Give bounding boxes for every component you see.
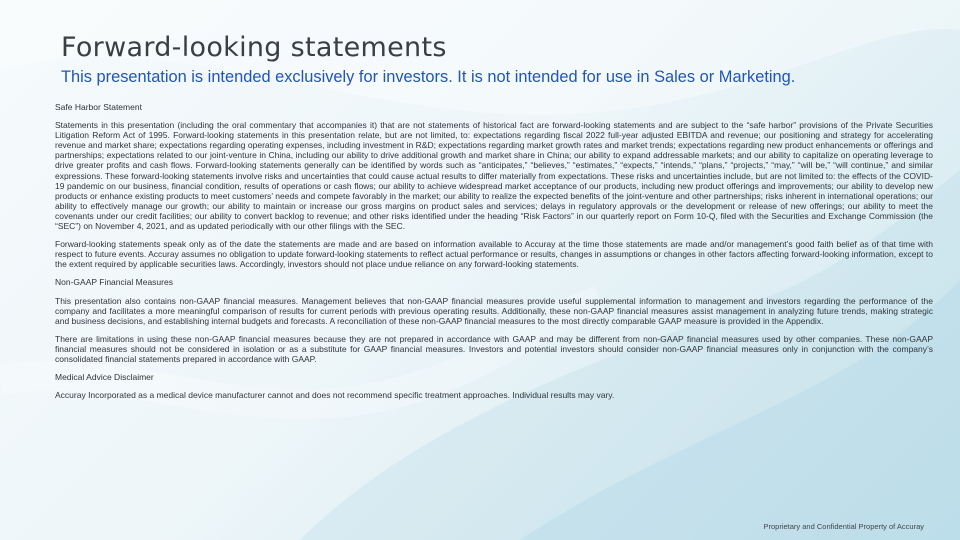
footer-confidential-note: Proprietary and Confidential Property of Accuray [763, 522, 924, 531]
disclaimer-body [55, 102, 933, 408]
paragraph-medical-1: Accuray Incorporated as a medical device manufacturer cannot and does not recommend specific treatment approaches. Individual results may vary. [55, 390, 615, 401]
page-subtitle: This presentation is intended exclusively for investors. It is not intended for use in Sales or Marketing. [61, 68, 796, 86]
page-title: Forward-looking statements [61, 32, 447, 63]
paragraph-non-gaap-2: There are limitations in using these non-GAAP financial measures because they are not prepared in accordance with GAAP and may be different from non-GAAP financial measures used by other companies. These non-GAAP financial measures should not be considered in isolation or as a substitute for GAAP financial measures. Investors and potential investors should consider non-GAAP financial measures only in conjunction with the company’s consolidated financial statements prepared in accordance with GAAP. [55, 333, 933, 364]
section-heading-medical: Medical Advice Disclaimer [55, 372, 154, 383]
paragraph-non-gaap-1: This presentation also contains non-GAAP financial measures. Management believes that non-GAAP financial measures provide useful supplemental information to management and investors regarding the performance of the company and facilitates a more meaningful comparison of results for current periods with previous operating results. Additionally, these non-GAAP financial measures assist management in analyzing future trends, making strategic and business decisions, and establishing internal budgets and forecasts. A reconciliation of these non-GAAP financial measures to the most directly comparable GAAP measure is provided in the Appendix. [55, 295, 933, 326]
section-heading-non-gaap: Non-GAAP Financial Measures [55, 277, 173, 288]
paragraph-safe-harbor-2: Forward-looking statements speak only as of the date the statements are made and are based on information available to Accuray at the time those statements are made and/or management’s good faith belief as of that time with respect to future events. Accuray assumes no obligation to update forward-looking statements to reflect actual performance or results, changes in assumptions or changes in other factors affecting forward-looking information, except to the extent required by applicable securities laws. Accordingly, investors should not place undue reliance on any forward-looking statements. [55, 239, 933, 270]
paragraph-safe-harbor-1: Statements in this presentation (including the oral commentary that accompanies it) that are not statements of historical fact are forward-looking statements and are subject to the “safe harbor” provisions of the Private Securities Litigation Reform Act of 1995. Forward-looking statements in this presentation relate, but are not limited, to: expectations regarding fiscal 2022 full-year adjusted EBITDA and revenue; our positioning and strategy for accelerating revenue and market share; expectations regarding operating expenses, including investment in R&D; expectations regarding market growth rates and market trends; expectations regarding new product enhancements or offerings and partnerships; expectations related to our joint-venture in China, including our ability to drive additional growth and market share in China; our ability to expand addressable markets; and our ability to capitalize on operating leverage to drive greater profits and cash flows. Forward-looking statements generally can be identified by words such as “anticipates,” “believes,” “estimates,” “expects,” “intends,” “plans,” “projects,” “may,” “will be,” “will continue,” and similar expressions. These forward-looking statements involve risks and uncertainties that could cause actual results to differ materially from expectations. These risks and uncertainties include, but are not limited to: the effects of the COVID-19 pandemic on our business, financial condition, results of operations or cash flows; our ability to achieve widespread market acceptance of our products, including new product offerings and improvements; our ability to develop new products or enhance existing products to meet customers’ needs and compete favorably in the market; our ability to realize the expected benefits of the joint-venture and other partnerships; risks inherent in international operations; our ability to effectively manage our growth; our ability to maintain or increase our gross margins on product sales and services; delays in regulatory approvals or the development or release of new offerings; our ability to meet the covenants under our credit facilities; our ability to convert backlog to revenue; and other risks identified under the heading “Risk Factors” in our quarterly report on Form 10-Q, filed with the Securities and Exchange Commission (the “SEC”) on November 4, 2021, and as updated periodically with our other filings with the SEC. [55, 120, 933, 232]
section-heading-safe-harbor: Safe Harbor Statement [55, 102, 142, 112]
